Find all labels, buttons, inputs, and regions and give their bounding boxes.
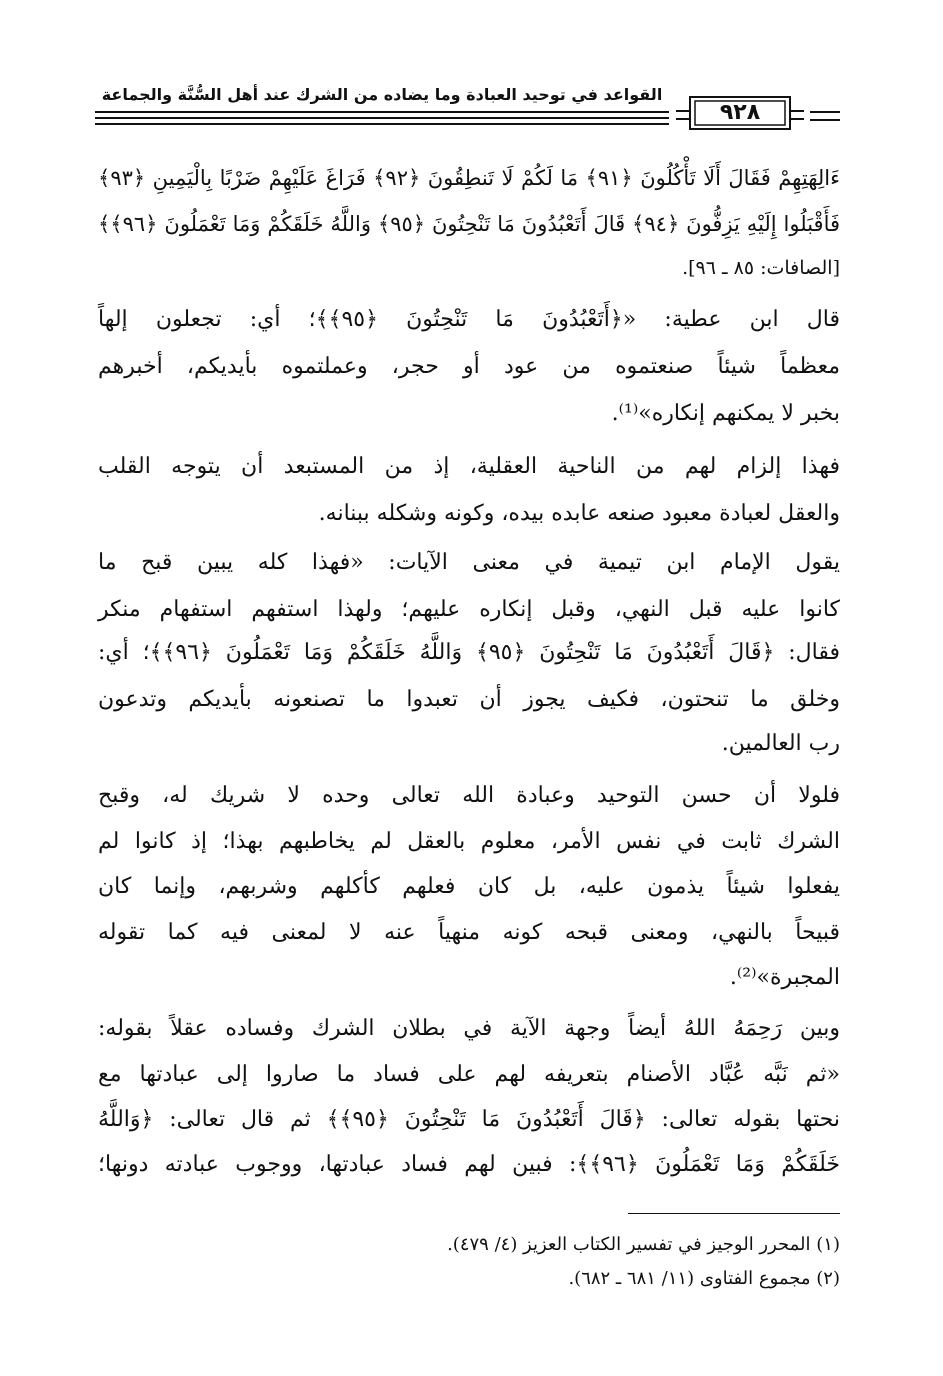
footnote-separator [628, 1213, 840, 1214]
paragraph-line: قبيحاً بالنهي، ومعنى قبحه كونه منهياً عنه لا لمعنى فيه كما تقوله [98, 920, 840, 945]
paragraph-line: قال ابن عطية: «﴿أَتَعْبُدُونَ مَا تَنْحِتُونَ ﴿٩٥﴾﴾؛ أي: تجعلون إلهاً [98, 307, 840, 332]
paragraph-line: نحتها بقوله تعالى: ﴿قَالَ أَتَعْبُدُونَ مَا تَنْحِتُونَ ﴿٩٥﴾﴾ ثم قال تعالى: ﴿وَاللَّهُ [98, 1107, 840, 1132]
paragraph-line: معظماً شيئاً صنعتموه من عود أو حجر، وعملتموه بأيديكم، أخبرهم [98, 354, 840, 379]
paragraph-line: فقال: ﴿قَالَ أَتَعْبُدُونَ مَا تَنْحِتُونَ ﴿٩٥﴾ وَاللَّهُ خَلَقَكُمْ وَمَا تَعْمَلُونَ ﴿٩٦﴾﴾؛ أي: [98, 640, 840, 665]
running-title: القواعد في توحيد العبادة وما يضاده من الشرك عند أهل السُّنَّة والجماعة [101, 85, 663, 104]
paragraph-line: «ثم نَبَّه عُبَّاد الأصنام بتعريفه لهم على فساد ما صاروا إلى عبادتها مع [98, 1062, 840, 1087]
footnote: (١) المحرر الوجيز في تفسير الكتاب العزيز (٤/ ٤٧٩). [447, 1234, 840, 1255]
paragraph-line: خَلَقَكُمْ وَمَا تَعْمَلُونَ ﴿٩٦﴾﴾: فبين لهم فساد عبادتها، ووجوب عبادته دونها؛ [98, 1152, 841, 1177]
verse-reference: [الصافات: ٨٥ ـ ٩٦]. [682, 257, 840, 279]
paragraph-line: يفعلوا شيئاً يذمون عليه، بل كان فعلهم كأكلهم وشربهم، وإنما كان [98, 874, 840, 899]
paragraph-line: فلولا أن حسن التوحيد وعبادة الله تعالى وحده لا شريك له، وقبح [98, 783, 840, 808]
paragraph-line: يقول الإمام ابن تيمية في معنى الآيات: «فهذا كله يبين قبح ما [98, 550, 840, 575]
paragraph-line: المجبرة»⁽²⁾. [729, 965, 840, 990]
quran-verse-line: ءَالِهَتِهِمْ فَقَالَ أَلَا تَأْكُلُونَ ﴿٩١﴾ مَا لَكُمْ لَا تَنطِقُونَ ﴿٩٢﴾ فَرَاغَ عَلَيْهِمْ ضَرْبًا بِالْيَمِينِ ﴿٩٣﴾ [98, 166, 840, 190]
quran-verse-line: فَأَقْبَلُوا إِلَيْهِ يَزِفُّونَ ﴿٩٤﴾ قَالَ أَتَعْبُدُونَ مَا تَنْحِتُونَ ﴿٩٥﴾ وَاللَّهُ خَلَقَكُمْ وَمَا تَعْمَلُونَ ﴿٩٦﴾﴾ [98, 212, 841, 236]
header-rule [95, 111, 669, 113]
paragraph-line: وخلق ما تنحتون، فكيف يجوز أن تعبدوا ما تصنعونه بأيديكم وتدعون [98, 687, 840, 712]
paragraph-line: بخبر لا يمكنهم إنكاره»⁽¹⁾. [611, 401, 840, 426]
paragraph-line: فهذا إلزام لهم من الناحية العقلية، إذ من المستبعد أن يتوجه القلب [98, 454, 840, 479]
paragraph-line: والعقل لعبادة معبود صنعه عابده بيده، وكونه وشكله ببنانه. [318, 501, 840, 526]
paragraph-line: وبين رَحِمَهُ اللهُ أيضاً وجهة الآية في بطلان الشرك وفساده عقلاً بقوله: [98, 1016, 840, 1041]
header-rule [810, 119, 840, 121]
page-number-frame [676, 95, 804, 131]
footnote: (٢) مجموع الفتاوى (١١/ ٦٨١ ـ ٦٨٢). [568, 1268, 840, 1289]
page-number: ٩٢٨ [719, 100, 761, 125]
paragraph-line: كانوا عليه قبل النهي، وقبل إنكاره عليهم؛ ولهذا استفهم استفهام منكر [98, 597, 840, 622]
header-rule [810, 111, 840, 113]
paragraph-line: رب العالمين. [721, 731, 840, 756]
header-rule [95, 117, 669, 119]
header-rule [95, 123, 669, 125]
paragraph-line: الشرك ثابت في نفس الأمر، معلوم بالعقل لم يخاطبهم بهذا؛ إذ كانوا لم [98, 829, 840, 854]
